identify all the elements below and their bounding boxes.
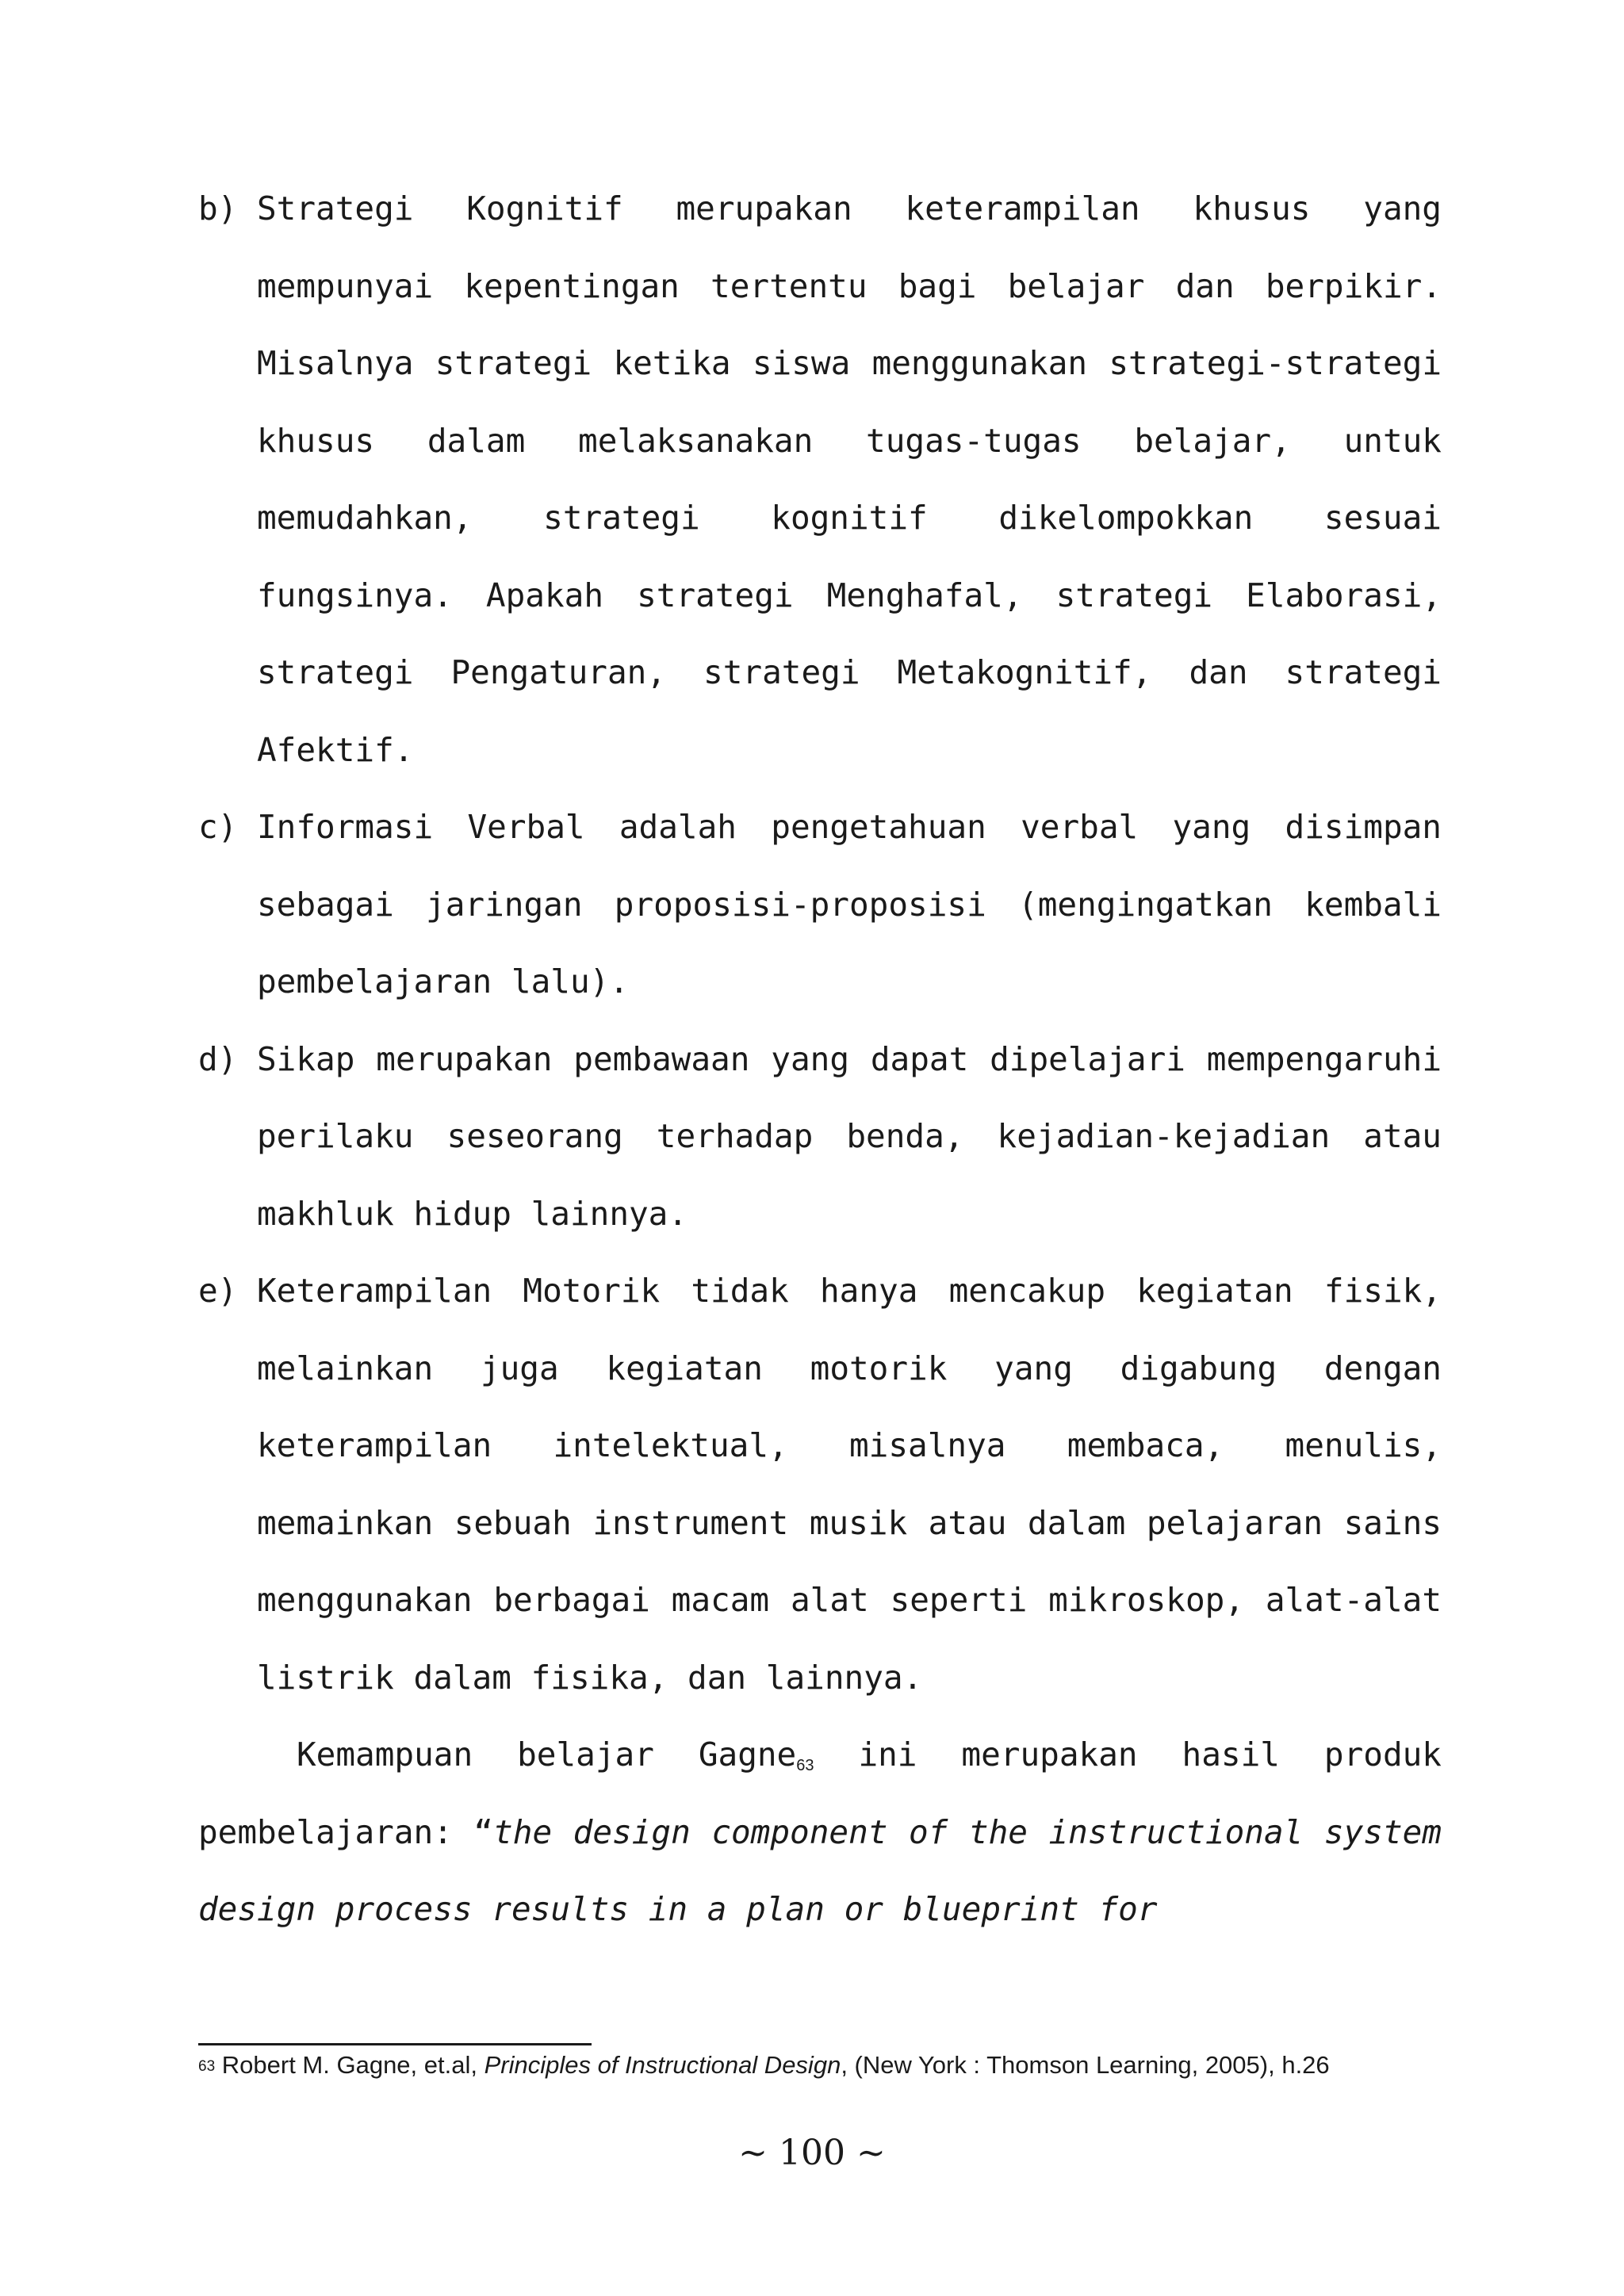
list-item-text: Strategi Kognitif merupakan keterampilan khusus yang mempunyai kepentingan tertentu bagi belajar dan berpikir. Misalnya strategi ketika siswa menggunakan strategi-strategi khusus dalam melaksanakan tugas-tugas belajar, untuk memudahkan, strategi kognitif dikelompokkan sesuai fungsinya. Apakah strategi Menghafal, strategi Elaborasi, strategi Pengaturan, strategi Metakognitif, dan strategi Afektif. bbox=[257, 189, 1442, 769]
footnote-rest: , (New York : Thomson Learning, 2005), h.26 bbox=[841, 2051, 1330, 2079]
page-number: ~ 100 ~ bbox=[738, 2133, 886, 2173]
paragraph-lead: Kemampuan belajar Gagne bbox=[297, 1735, 797, 1774]
list-item-d bbox=[198, 1021, 1442, 1253]
list-item-text: Sikap merupakan pembawaan yang dapat dipelajari mempengaruhi perilaku seseorang terhadap benda, kejadian-kejadian atau makhluk hidup lainnya. bbox=[257, 1039, 1442, 1233]
footnote-title: Principles of Instructional Design bbox=[484, 2051, 841, 2079]
footnote-author: Robert M. Gagne, et.al, bbox=[221, 2051, 485, 2079]
list-item-text: Keterampilan Motorik tidak hanya mencakup kegiatan fisik, melainkan juga kegiatan motorik yang digabung dengan keterampilan intelektual, misalnya membaca, menulis, memainkan sebuah instrument musik atau dalam pelajaran sains menggunakan berbagai macam alat seperti mikroskop, alat-alat listrik dalam fisika, dan lainnya. bbox=[257, 1272, 1442, 1697]
footnote-reference[interactable]: 63 bbox=[796, 1757, 814, 1774]
list-item-b bbox=[198, 170, 1442, 789]
list-marker: c) bbox=[198, 808, 238, 846]
list-marker: e) bbox=[198, 1272, 238, 1310]
body-paragraph bbox=[198, 1716, 1442, 1949]
footnote-number: 63 bbox=[198, 2058, 216, 2075]
list-item-c bbox=[198, 789, 1442, 1021]
list-item-text: Informasi Verbal adalah pengetahuan verbal yang disimpan sebagai jaringan proposisi-proposisi (mengingatkan kembali pembelajaran lalu). bbox=[257, 808, 1442, 1001]
paragraph-quote: the design component of the instructional system design process results in a plan or blueprint for bbox=[198, 1812, 1442, 1928]
list-marker: d) bbox=[198, 1039, 238, 1078]
footnote-divider bbox=[198, 2043, 592, 2045]
list-item-e bbox=[198, 1253, 1442, 1716]
footnote bbox=[198, 2049, 1480, 2081]
page-body bbox=[198, 170, 1442, 1949]
paragraph-middle: ini merupakan hasil produk pembelajaran: “ bbox=[198, 1735, 1442, 1851]
list-marker: b) bbox=[198, 189, 238, 228]
